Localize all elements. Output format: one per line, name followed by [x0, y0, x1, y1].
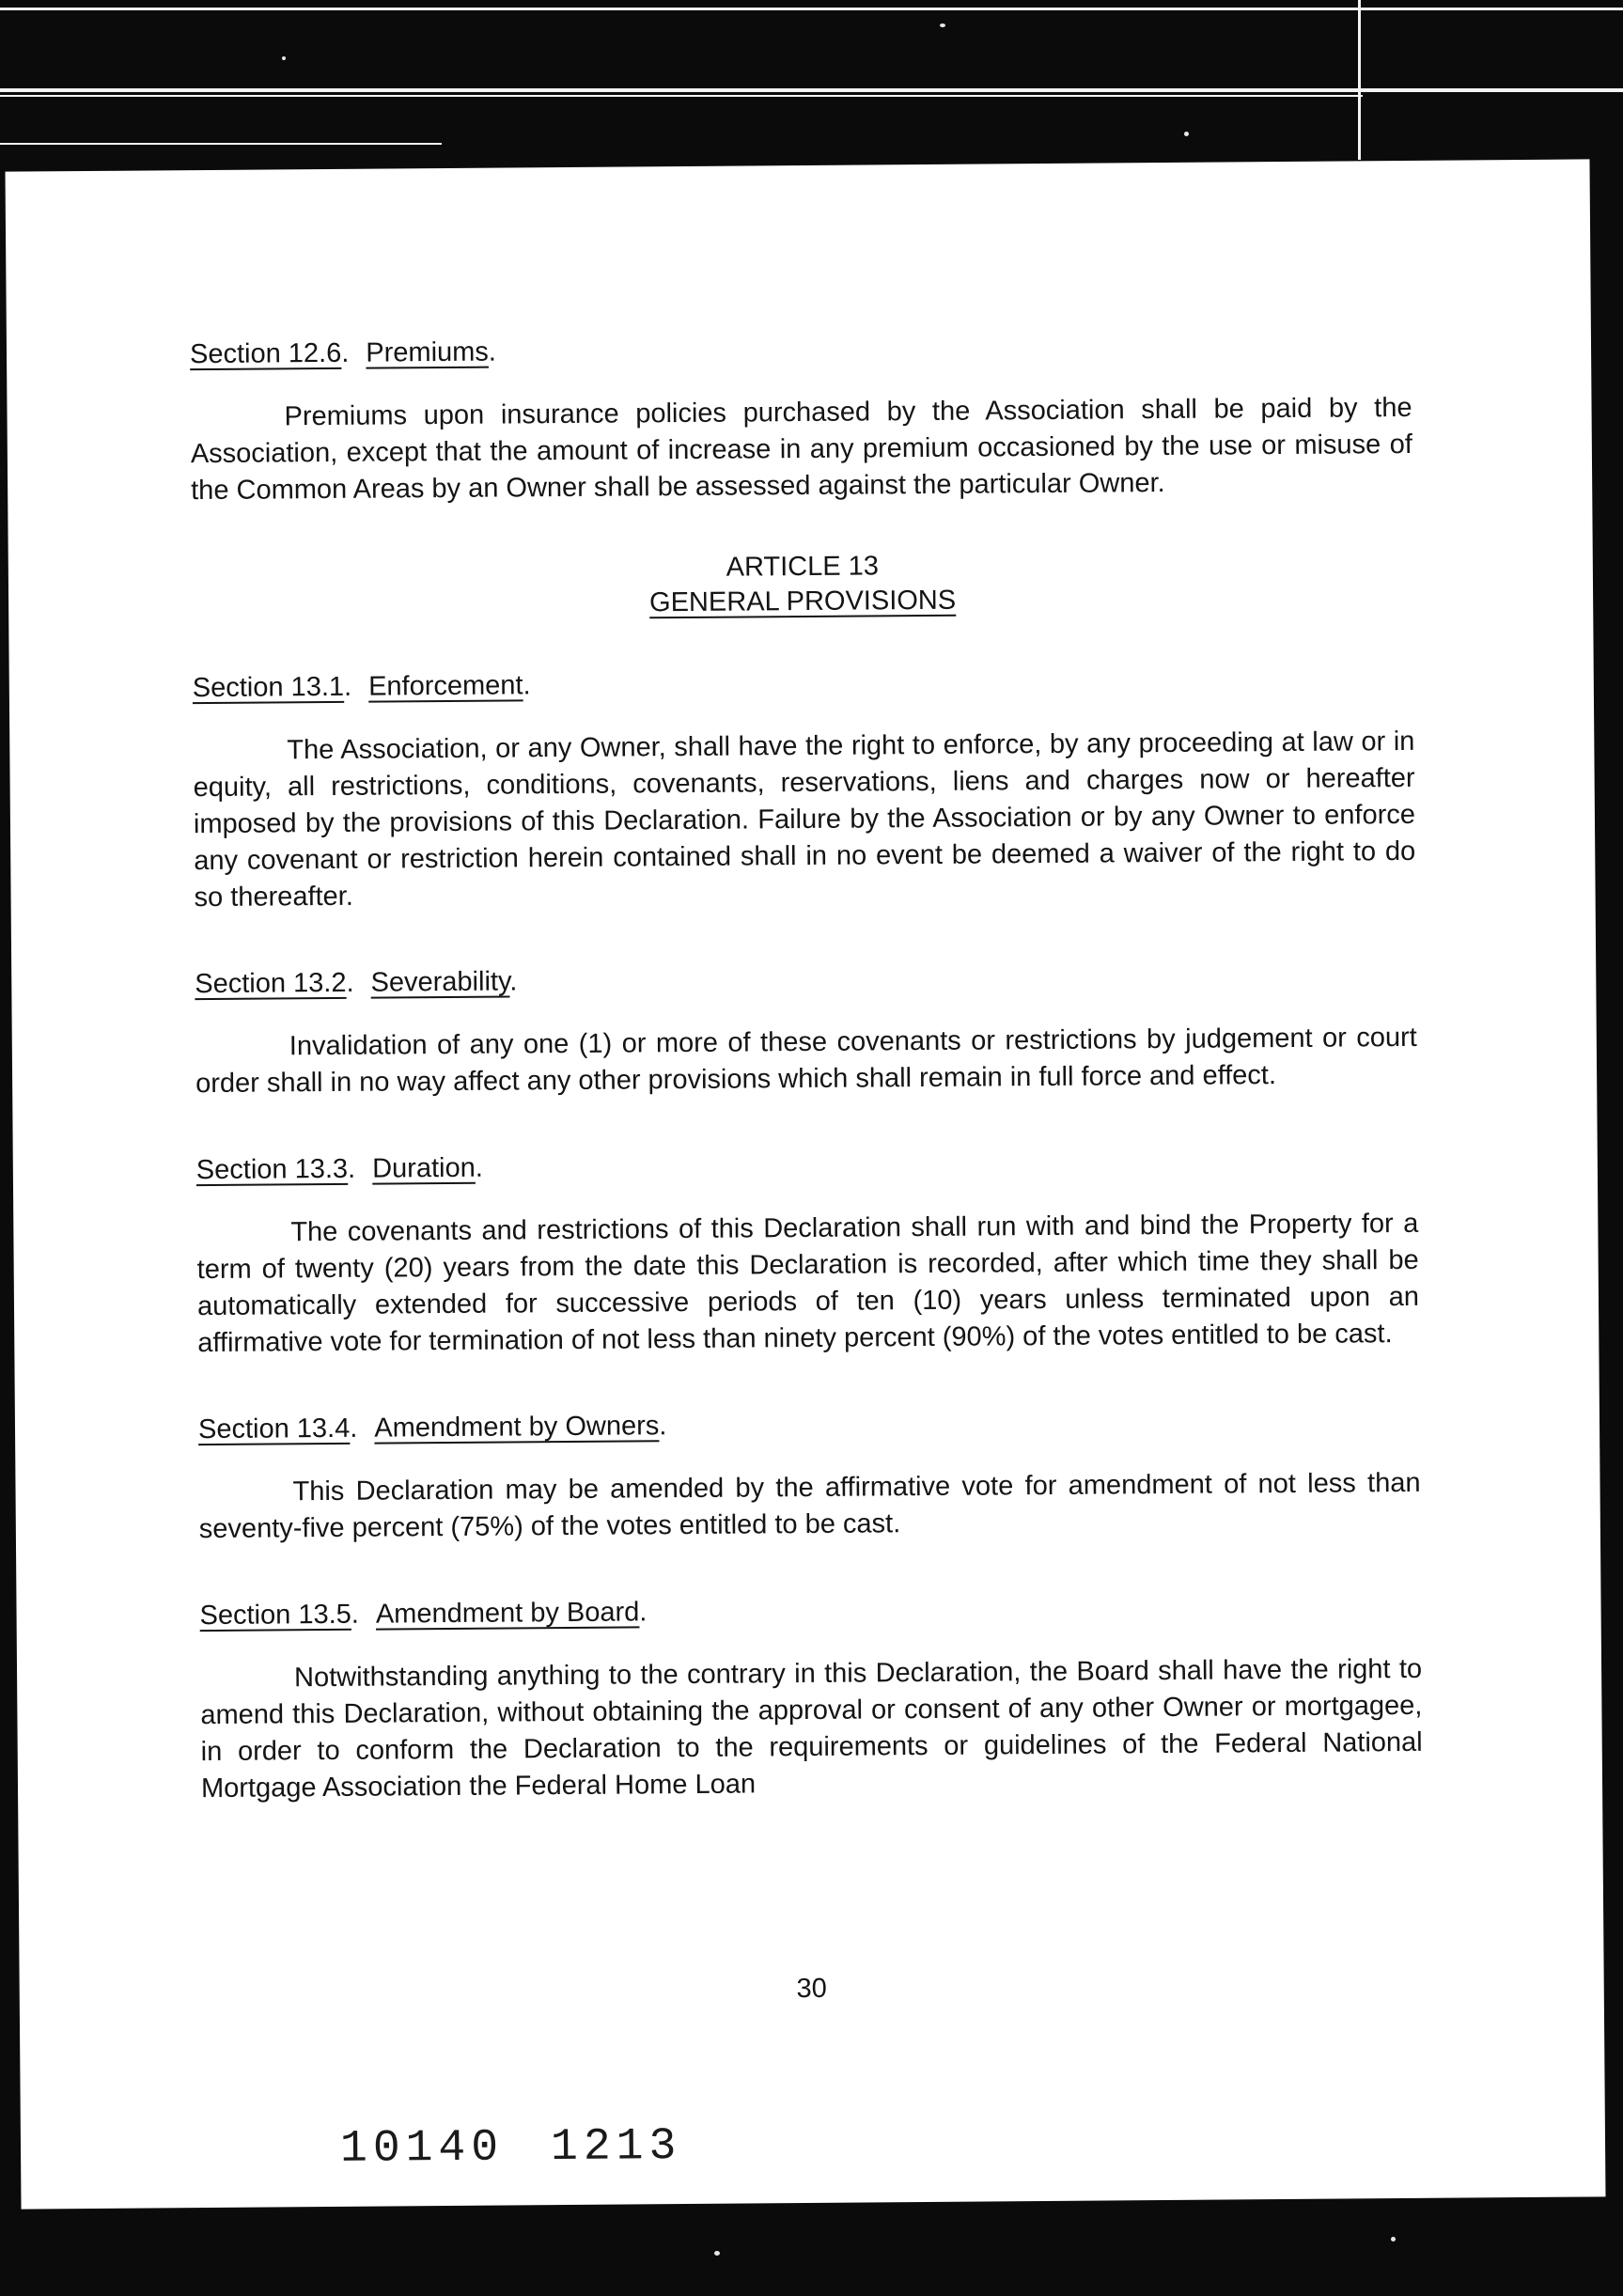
document-body — [190, 328, 1423, 1807]
scan-speck — [1184, 132, 1189, 136]
section-heading-12-6: Section 12.6. Premiums. — [189, 336, 497, 370]
scan-artifact-line — [0, 95, 1363, 97]
article-heading — [192, 545, 1414, 624]
scan-speck — [940, 23, 945, 27]
section-body-13-2: Invalidation of any one (1) or more of these covenants or restrictions by judgement or court order shall in no way affect any other provisions which shall remain in full force and effect. — [195, 1022, 1417, 1100]
section-number: Section 13.1 — [192, 671, 345, 704]
scan-speck — [1391, 2237, 1396, 2241]
scan-artifact-line — [1358, 0, 1361, 160]
section-heading-13-2: Section 13.2. Severability. — [195, 966, 518, 1000]
section-title: Premiums — [366, 336, 489, 368]
scan-speck — [282, 56, 286, 60]
section-heading-13-4: Section 13.4. Amendment by Owners. — [197, 1411, 667, 1445]
section-title: Severability — [370, 966, 510, 998]
section-number: Section 13.3 — [195, 1153, 349, 1186]
section-number: Section 13.2 — [195, 967, 347, 1000]
section-body-13-3: The covenants and restrictions of this Declaration shall run with and bind the Property for a term of twenty (20) years from the date this Declaration is recorded, after which time they shall be automatically extended for successive periods of ten (10) years unless terminated upon an affirmative vote for termination of not less than ninety percent (90%) of the votes entitled to be cast. — [196, 1208, 1420, 1359]
article-title: GENERAL PROVISIONS — [648, 585, 957, 618]
scan-speck — [714, 2251, 720, 2256]
section-title: Amendment by Board — [375, 1597, 640, 1630]
section-title: Enforcement — [367, 670, 523, 702]
stamp-page-number: 1213 — [550, 2121, 682, 2174]
section-title: Amendment by Owners — [374, 1411, 660, 1444]
scan-artifact-line — [0, 143, 442, 145]
section-body-13-1: The Association, or any Owner, shall have the right to enforce, by any proceeding at law or in equity, all restrictions, conditions, covenants, reservations, liens and charges now or hereafter imposed by the provisions of this Declaration. Failure by the Association or by any Owner to enforce any covenant or restriction herein contained shall in no event be deemed a waiver of the right to do so thereafter. — [193, 726, 1416, 914]
recording-stamp — [340, 2121, 682, 2175]
section-body-13-5: Notwithstanding anything to the contrary in this Declaration, the Board shall have the right to amend this Declaration, without obtaining the approval or consent of any other Owner or mortgagee, in order to conform the Declaration to the requirements or guidelines of the Federal National Mortgage Association the Federal Home Loan — [200, 1653, 1423, 1804]
page-number: 30 — [796, 1973, 827, 2005]
section-number: Section 12.6 — [189, 337, 342, 370]
scan-artifact-line — [0, 8, 1623, 10]
section-heading-13-5: Section 13.5. Amendment by Board. — [199, 1597, 648, 1632]
scan-artifact-line — [0, 88, 1623, 92]
section-number: Section 13.4 — [197, 1413, 351, 1445]
section-heading-13-3: Section 13.3. Duration. — [195, 1152, 483, 1186]
document-page — [6, 159, 1606, 2209]
article-number: ARTICLE 13 — [726, 551, 880, 583]
section-title: Duration — [372, 1152, 476, 1184]
stamp-book-number: 10140 — [339, 2122, 505, 2175]
section-number: Section 13.5 — [199, 1599, 351, 1632]
section-body-12-6: Premiums upon insurance policies purchased by the Association shall be paid by the Association, except that the amount of increase in any premium occasioned by the use or misuse of the Common Areas by an Owner shall be assessed against the particular Owner. — [190, 392, 1412, 507]
section-heading-13-1: Section 13.1. Enforcement. — [192, 670, 531, 704]
section-body-13-4: This Declaration may be amended by the affirmative vote for amendment of not less than seventy-five percent (75%) of the votes entitled to be cast. — [198, 1467, 1421, 1545]
